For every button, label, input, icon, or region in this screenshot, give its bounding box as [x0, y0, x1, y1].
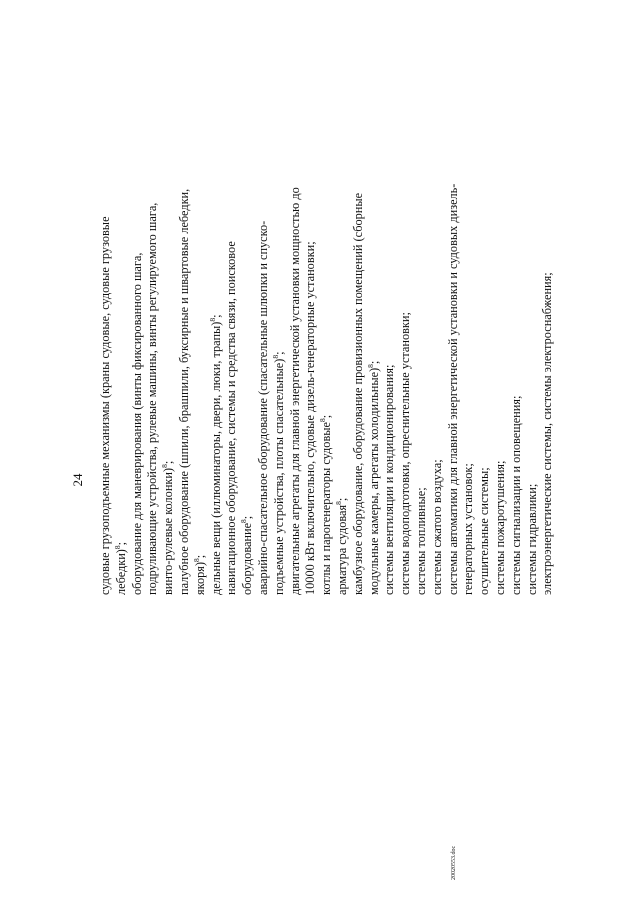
text-line [398, 95, 414, 595]
line-text: системы вентиляции и кондиционирования; [382, 364, 397, 595]
text-line [177, 95, 193, 595]
rotated-content [70, 80, 590, 880]
line-text: котлы и парогенераторы судовые [319, 422, 334, 595]
line-text: электроэнергетические системы, системы электроснабжения; [540, 272, 555, 595]
line-text: осушительные системы; [477, 467, 492, 595]
document-filename: 20020553.doc [451, 845, 457, 880]
line-tail: ; [319, 414, 334, 419]
text-line [193, 95, 209, 595]
text-line [240, 95, 256, 595]
footnote-ref: 8 [191, 558, 201, 562]
line-text: якоря) [192, 561, 207, 595]
line-tail: ; [192, 554, 207, 559]
line-text: модульные камеры, агрегаты холодильные) [366, 367, 381, 595]
line-text: двигательные агрегаты для главной энергетической установки мощностью до [287, 187, 302, 595]
line-text: дельные вещи (иллюминаторы, двери, люки, трапы) [208, 321, 223, 595]
text-line [114, 95, 130, 595]
line-text: подруливающие устройства, рулевые машины, винты регулируемого шага, [145, 202, 160, 595]
line-text: палубное оборудование (шпили, брашпили, буксирные и швартовые лебедки, [176, 188, 191, 595]
line-text: винто-рулевые колонки) [161, 467, 176, 595]
text-line [319, 95, 335, 595]
footnote-ref: 8 [112, 545, 122, 550]
text-line [540, 95, 556, 595]
text-line [446, 95, 462, 595]
text-line [161, 95, 177, 595]
text-line [303, 95, 319, 595]
line-text: навигационное оборудование, системы и средства связи, поисковое [224, 241, 239, 595]
text-line [525, 95, 541, 595]
footnote-ref: 8 [333, 501, 343, 505]
text-line [461, 95, 477, 595]
text-line [335, 95, 351, 595]
line-text: системы водоподготовки, опреснительные установки; [398, 312, 413, 595]
line-text: системы пожаротушения; [492, 460, 507, 595]
text-line [382, 95, 398, 595]
text-line [145, 95, 161, 595]
footnote-ref: 8 [270, 354, 280, 359]
line-tail: ; [208, 314, 223, 318]
line-tail: ; [334, 497, 349, 502]
text-line [272, 95, 288, 595]
line-text: 10000 кВт включительно, судовые дизель-генераторные установки; [303, 241, 318, 595]
text-line [493, 95, 509, 595]
text-line [288, 95, 304, 595]
line-text: системы топливные; [413, 487, 428, 595]
text-line [209, 95, 225, 595]
line-text: системы гидравлики; [524, 483, 539, 595]
line-tail: ; [113, 541, 128, 546]
text-line [367, 95, 383, 595]
text-line [130, 95, 146, 595]
line-text: камбузное оборудование, оборудование провизионных помещений (сборные [350, 192, 365, 595]
line-tail: ; [240, 515, 255, 520]
text-line [98, 95, 114, 595]
line-text: системы автоматики для главной энергетической установки и судовых дизель- [445, 183, 460, 595]
text-line [256, 95, 272, 595]
line-tail: ; [366, 360, 381, 365]
footnote-ref: 8 [318, 418, 328, 423]
text-line [224, 95, 240, 595]
document-body [98, 95, 556, 595]
line-text: оборудование для маневрирования (винты фиксированного шага, [129, 252, 144, 595]
line-text: системы сжатого воздуха; [429, 459, 444, 595]
text-line [477, 95, 493, 595]
line-text: системы сигнализации и оповещения; [508, 395, 523, 595]
page-number: 24 [70, 473, 85, 487]
text-line [509, 95, 525, 595]
footnote-ref: 8 [207, 317, 217, 322]
line-text: арматура судовая [334, 504, 349, 595]
line-text: аварийно-спасательное оборудование (спасательные шлюпки и спуско- [255, 220, 270, 595]
footnote-ref: 8 [239, 519, 249, 523]
line-text: судовые грузоподъемные механизмы (краны судовые, судовые грузовые [98, 216, 112, 595]
line-text: генераторных установок; [461, 463, 476, 595]
line-tail: ; [271, 351, 286, 355]
text-line [414, 95, 430, 595]
text-line [351, 95, 367, 595]
text-line [430, 95, 446, 595]
footnote-ref: 8 [160, 464, 170, 468]
line-text: оборудование [240, 522, 255, 595]
line-tail: ; [161, 460, 176, 465]
footnote-ref: 8 [365, 364, 375, 368]
line-text: подъемные устройства, плоты спасательные) [271, 358, 286, 595]
line-text: лебедки) [113, 549, 128, 595]
